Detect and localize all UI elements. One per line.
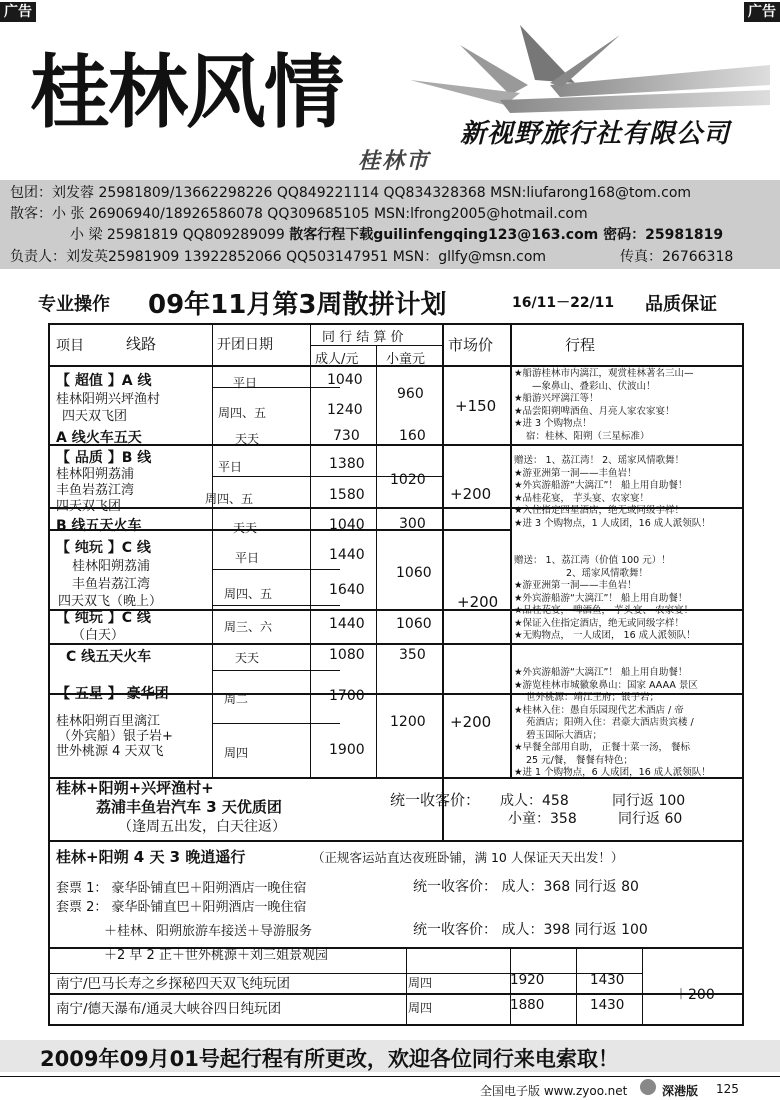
logo-icon [640,1079,656,1095]
line-a-title: 【 超值 】A 线 [56,373,152,389]
package-2-extra: ＋桂林、阳朔旅游车接送＋导游服务 [104,924,313,939]
b-it-2: ★外宾游船游“大漓江”！ 船上用自助餐！ [514,480,688,491]
line-d-route-2: （外宾船）银子岩+ [58,729,173,744]
line-c-train-date: 天天 [235,651,260,665]
plan-dates: 16/11－22/11 [512,295,615,311]
nanning-child-2: 1430 [590,997,625,1013]
line-c2-child: 1060 [396,616,432,632]
sunburst-logo [400,25,770,120]
line-a-child: 960 [397,386,424,402]
line-d-date-2: 周四 [224,746,249,760]
line-b-market: +200 [450,485,492,503]
line-d-title-a: 【 五星 】 [56,686,122,702]
line-c-route: 桂林阳朔荔浦 [72,559,151,574]
line-a-route-2: 四天双飞团 [62,409,128,424]
line-a-train-child: 160 [399,428,426,444]
col-itinerary: 行程 [565,336,596,354]
b-it-1: ★游亚洲第一洞——丰鱼岩！ [514,467,637,479]
bus-tour-line-3: （逢周五出发，白天往返） [118,819,286,835]
line-c-date-1: 平日 [235,551,260,565]
line-a-date-2: 周四、五 [218,406,267,420]
bus-tour-peer-1: 同行返 100 [612,793,686,809]
c-it-6: ★无购物点， 一人成团， 16 成人派领队！ [514,630,696,641]
line-b-adult-2: 1580 [329,487,365,503]
package-2-extra-2: ＋2 早 2 正＋世外桃源＋刘三姐景观园 [104,948,328,963]
line-d-route-3: 世外桃源 4 天双飞 [56,744,164,759]
package-1: 套票 1： 豪华卧铺直巴＋阳朔酒店一晚住宿 [56,881,307,896]
b-it-0: 赠送： 1、荔江湾！ 2、瑶家风情歌舞！ [514,455,685,466]
nanning-market: ＋200 [674,987,715,1003]
line-b-train-child: 300 [399,516,426,532]
line-b-train-date: 天天 [233,521,258,535]
col-market: 市场价 [448,336,494,354]
d-it-2: 世外桃源：靖江王府；银子岩； [526,692,660,703]
nanning-child-1: 1430 [590,972,625,988]
line-c-adult-2: 1640 [329,582,365,598]
nanning-route-1: 南宁/巴马长寿之乡探秘四天双飞纯玩团 [56,976,291,992]
package-2: 套票 2： 豪华卧铺直巴＋阳朔酒店一晚住宿 [56,900,307,915]
line-b-adult-1: 1380 [329,456,365,472]
bus-tour-adult: 成人：458 [500,793,569,809]
bus-tour-child: 小童：358 [508,811,577,827]
line-d-adult-2: 1900 [329,742,365,758]
line-b-train-adult: 1040 [329,517,365,533]
line-a-itinerary [514,368,694,443]
edition: 深港版 [662,1084,699,1098]
line-c-route-2: 丰鱼岩荔江湾 [72,577,151,592]
c-it-3: ★外宾游船游“大漓江”！ 船上用自助餐！ [514,592,688,604]
line-c-train: C 线五天火车 [66,649,152,665]
a-it-4: ★进 3 个购物点！ [514,418,592,429]
col-child: 小童元 [386,352,426,367]
line-a-train: A 线火车五天 [56,430,142,446]
nanning-adult-1: 1920 [510,972,545,988]
line-c-route-3: 四天双飞（晚上） [58,594,163,609]
a-it-1: —象鼻山、叠彩山、伏波山！ [532,380,656,392]
footer-banner: 2009年09月01号起行程有所更改，欢迎各位同行来电索取！ [40,1047,619,1071]
line-c-adult-1: 1440 [329,547,365,563]
line-c-train-adult: 1080 [329,647,365,663]
night-tour-title: 桂林+阳朔 4 天 3 晚逍遥行 [56,848,246,866]
plan-title: 09年11月第3周散拼计划 [148,290,447,320]
contact-band [0,180,780,269]
package-1-price: 统一收客价： 成人：368 同行返 80 [413,879,639,895]
a-it-5: 宿：桂林、阳朔（三星标准） [526,430,650,442]
line-a-adult-1: 1040 [327,372,363,388]
line-c-itinerary [514,555,696,643]
nanning-day-1: 周四 [408,976,433,990]
col-peer: 同 行 结 算 价 [322,330,404,345]
bus-tour-line-2: 荔浦丰鱼岩汽车 3 天优质团 [96,798,282,816]
line-d-child: 1200 [390,714,426,730]
nanning-route-2: 南宁/德天瀑布/通灵大峡谷四日纯玩团 [56,1001,282,1017]
line-b-itinerary [514,455,711,530]
c-it-5: ★保证入住指定酒店，绝无或同级字样！ [514,617,685,629]
line-c-title: 【 纯玩 】C 线 [56,540,151,556]
night-tour-note: （正规客运站直达夜班卧铺，满 10 人保证天天出发！） [312,850,624,865]
line-c2-adult: 1440 [329,616,365,632]
line-b-date-1: 平日 [218,460,243,474]
company-name: 新视野旅行社有限公司 [460,119,731,149]
c-it-1: 2、瑶家风情歌舞！ [566,567,649,579]
d-it-5: 碧玉国际大酒店； [526,729,603,741]
contact-line-3-text: 小 梁 25981819 QQ809289099 [70,227,290,243]
contact-line-4: 负责人：刘发英25981909 13922852066 QQ503147951 MSN：gllfy@msn.com [10,249,547,265]
line-c-date-2: 周四、五 [224,587,273,601]
nanning-adult-2: 1880 [510,997,545,1013]
line-c-market: +200 [457,593,499,611]
contact-line-1: 包团：刘发蓉 25981809/13662298226 QQ849221114 QQ834328368 MSN:liufarong168@tom.com [10,185,692,201]
site-url: 全国电子版 www.zyoo.net [480,1084,628,1098]
nanning-day-2: 周四 [408,1001,433,1015]
city-name: 桂林市 [358,149,431,174]
line-d-title [56,683,169,703]
line-d-title-b: 豪华团 [126,686,169,702]
line-b-route-3: 四天双飞团 [56,499,122,514]
col-adult: 成人/元 [315,352,359,367]
b-it-5: ★进 3 个购物点，1 人成团，16 成人派领队！ [514,517,711,529]
line-a-date-1: 平日 [233,376,258,390]
col-route: 线路 [126,335,157,353]
line-c2-date: 周三、六 [224,620,273,634]
line-d-market: +200 [450,713,492,731]
plan-left: 专业操作 [38,294,110,315]
brand-title: 桂林风情 [30,45,342,139]
d-it-3: ★桂林入住：愚自乐园现代艺术酒店 / 帝 [514,704,684,716]
contact-line-3 [70,224,723,244]
a-it-2: ★船游兴坪漓江等！ [514,393,599,404]
line-d-itinerary [514,667,711,780]
download-info: 散客行程下载guilinfengqing123@163.com 密码：25981819 [289,227,724,243]
c-it-4: ★品桂花宴， 啤酒鱼， 芋头宴、 农家宴！ [514,605,694,616]
line-b-child: 1020 [390,472,426,488]
fax: 传真：26766318 [620,249,734,265]
bus-tour-unify: 统一收客价： [390,791,481,809]
b-it-3: ★品桂花宴， 芋头宴、农家宴！ [514,492,650,504]
line-c-train-child: 350 [399,647,426,663]
line-c2-title: 【 纯玩 】C 线 [56,610,151,626]
line-d-date-1: 周二 [224,692,249,706]
line-c-child: 1060 [396,565,432,581]
line-b-title: 【 品质 】B 线 [56,450,152,466]
line-d-adult-1: 1700 [329,688,365,704]
d-it-6: ★早餐全部用自助， 正餐十菜一汤， 餐标 [514,742,691,753]
page-number: 125 [716,1082,739,1096]
bus-tour-peer-2: 同行返 60 [618,811,683,827]
line-b-route-2: 丰鱼岩荔江湾 [56,483,135,498]
line-a-route: 桂林阳朔兴坪渔村 [56,392,161,407]
line-b-train: B 线五天火车 [56,518,142,534]
line-a-market: +150 [455,397,497,415]
c-it-0: 赠送： 1、荔江湾（价值 100 元）！ [514,555,671,566]
line-d-route: 桂林阳朔百里漓江 [56,714,161,729]
plan-right: 品质保证 [645,294,717,315]
d-it-7: 25 元/餐， 餐餐有特色； [526,754,633,766]
col-item: 项目 [56,338,84,354]
d-it-4: 苑酒店；阳朔入住：君豪大酒店贵宾楼 / [526,717,694,728]
line-b-route: 桂林阳朔荔浦 [56,467,135,482]
b-it-4: ★入住指定四星酒店，绝无或同级字样！ [514,505,685,516]
package-2-price: 统一收客价： 成人：398 同行返 100 [413,922,648,938]
c-it-2: ★游亚洲第一洞——丰鱼岩！ [514,580,637,591]
line-a-train-adult: 730 [333,428,360,444]
contact-line-2: 散客：小 张 26906940/18926586078 QQ309685105 MSN:lfrong2005@hotmail.com [10,206,588,222]
d-it-8: ★进 1 个购物点，6 人成团，16 成人派领队！ [514,767,711,778]
line-c2-route: （白天） [72,628,125,643]
ad-tag-right: 广告 [744,2,780,22]
line-b-date-2: 周四、五 [205,492,254,506]
line-a-train-date: 天天 [235,432,260,446]
a-it-3: ★品尝阳朔啤酒鱼、月亮人家农家宴！ [514,405,675,417]
line-a-adult-2: 1240 [327,402,363,418]
d-it-1: ★游览桂林市城徽象鼻山：国家 AAAA 景区 [514,679,698,691]
ad-tag-left: 广告 [0,2,36,22]
col-date: 开团日期 [217,337,273,353]
bus-tour-line-1: 桂林+阳朔+兴坪渔村+ [56,779,214,797]
a-it-0: ★船游桂林市内漓江，观赏桂林著名三山— [514,368,694,379]
d-it-0: ★外宾游船游“大漓江”！ 船上用自助餐！ [514,667,688,678]
